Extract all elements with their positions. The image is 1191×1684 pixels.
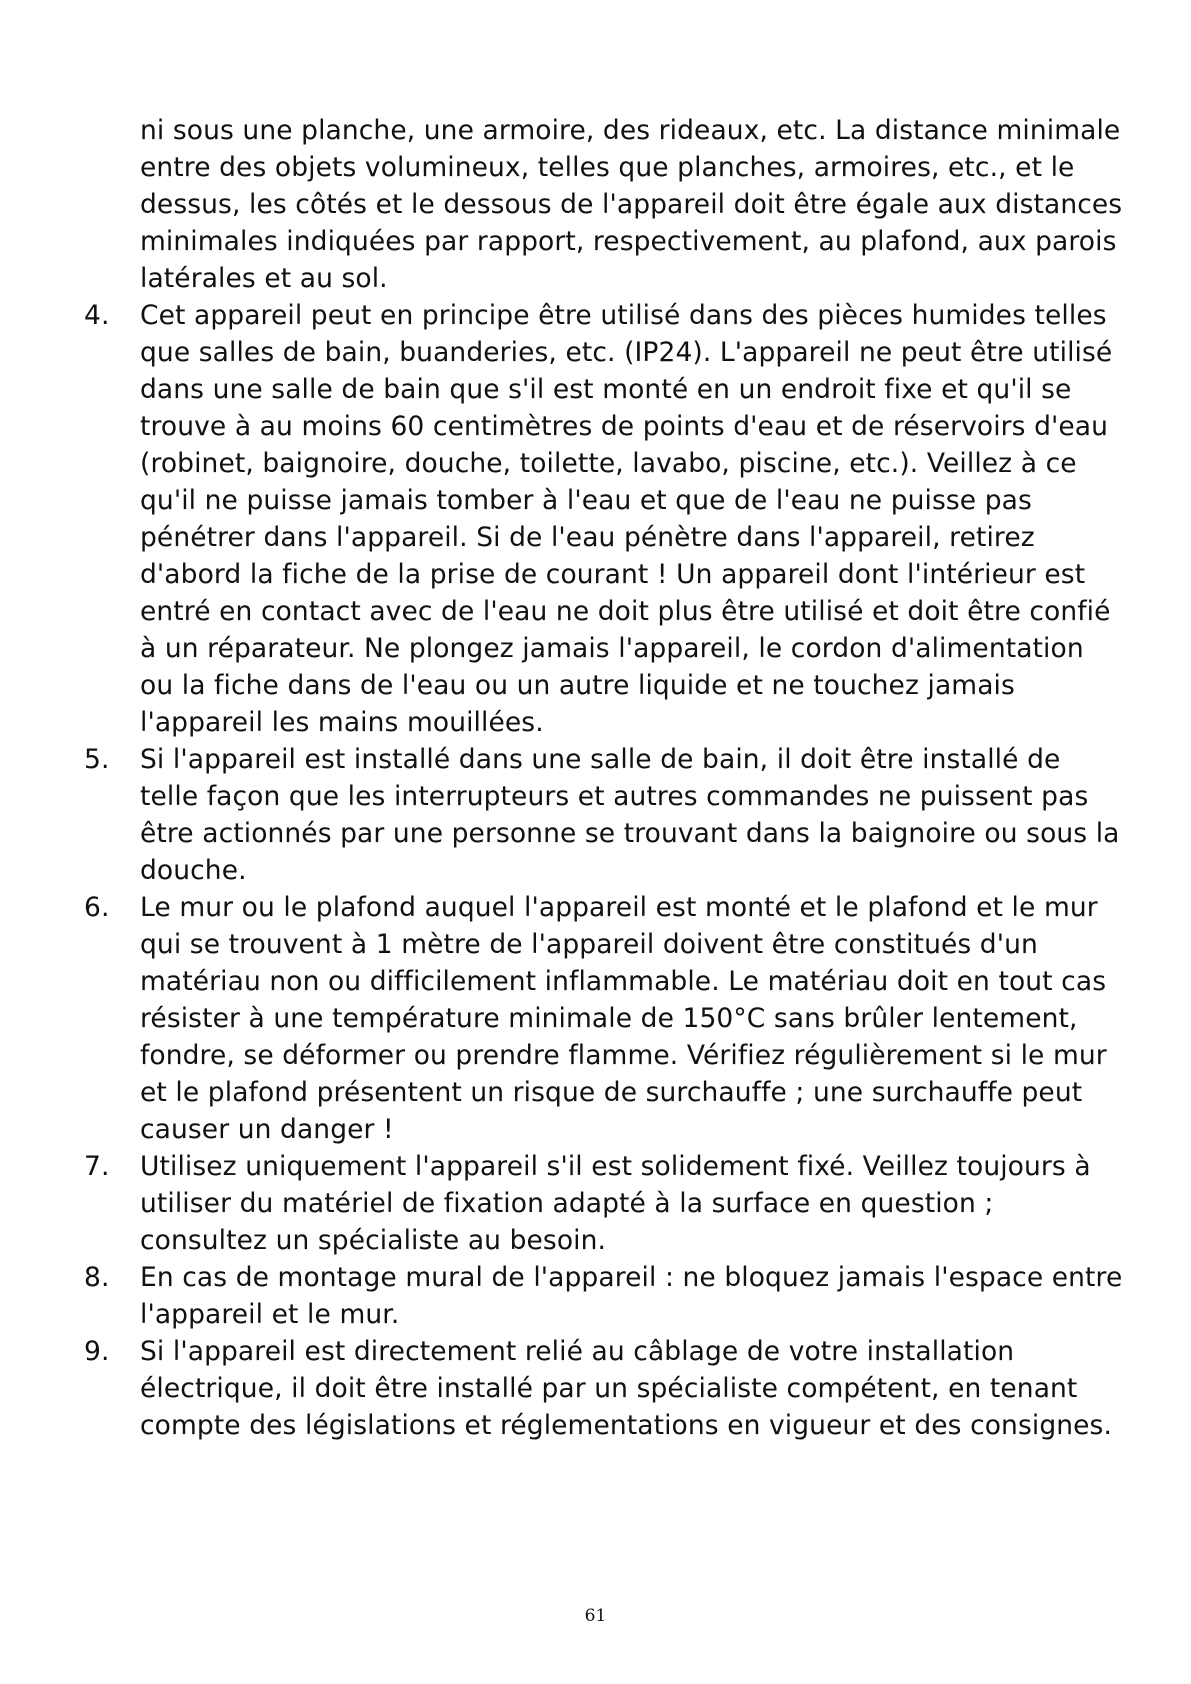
document-body: [84, 112, 1124, 1444]
list-item-6: [84, 889, 1124, 1148]
list-item-number: 9.: [84, 1336, 110, 1367]
list-item-text: Utilisez uniquement l'appareil s'il est solidement fixé. Veillez toujours à utiliser du matériel de fixation adapté à la surface en question ; consultez un spécialiste au besoin.: [140, 1151, 1091, 1256]
list-item-number: 5.: [84, 744, 110, 775]
list-item-text: Le mur ou le plafond auquel l'appareil est monté et le plafond et le mur qui se trouvent à 1 mètre de l'appareil doivent être constitués d'un matériau non ou difficilement inflammable. Le matériau doit en tout cas résister à une température minimale de 150°C sans brûler lentement, fondre, se déformer ou prendre flamme. Vérifiez régulièrement si le mur et le plafond présentent un risque de surchauffe ; une surchauffe peut causer un danger !: [140, 892, 1107, 1145]
list-item-text: Cet appareil peut en principe être utilisé dans des pièces humides telles que salles de bain, buanderies, etc. (IP24). L'appareil ne peut être utilisé dans une salle de bain que s'il est monté en un endroit fixe et qu'il se trouve à au moins 60 centimètres de points d'eau et de réservoirs d'eau (robinet, baignoire, douche, toilette, lavabo, piscine, etc.). Veillez à ce qu'il ne puisse jamais tomber à l'eau et que de l'eau ne puisse pas pénétrer dans l'appareil. Si de l'eau pénètre dans l'appareil, retirez d'abord la fiche de la prise de courant ! Un appareil dont l'intérieur est entré en contact avec de l'eau ne doit plus être utilisé et doit être confié à un réparateur. Ne plongez jamais l'appareil, le cordon d'alimentation ou la fiche dans de l'eau ou un autre liquide et ne touchez jamais l'appareil les mains mouillées.: [140, 300, 1113, 738]
list-item-number: 8.: [84, 1262, 110, 1293]
list-item-text: Si l'appareil est installé dans une salle de bain, il doit être installé de telle façon que les interrupteurs et autres commandes ne puissent pas être actionnés par une personne se trouvant dans la baignoire ou sous la douche.: [140, 744, 1120, 886]
list-item-5: [84, 741, 1124, 889]
list-item-number: 4.: [84, 300, 110, 331]
page-number: 61: [584, 1606, 607, 1626]
list-item-7: [84, 1148, 1124, 1259]
list-item-text: Si l'appareil est directement relié au câblage de votre installation électrique, il doit être installé par un spécialiste compétent, en tenant compte des législations et réglementations en vigueur et des consignes.: [140, 1336, 1112, 1441]
continued-paragraph: ni sous une planche, une armoire, des rideaux, etc. La distance minimale entre des objets volumineux, telles que planches, armoires, etc., et le dessus, les côtés et le dessous de l'appareil doit être égale aux distances minimales indiquées par rapport, respectivement, au plafond, aux parois latérales et au sol.: [140, 115, 1123, 294]
list-item-number: 6.: [84, 892, 110, 923]
list-item-8: [84, 1259, 1124, 1333]
list-item-number: 7.: [84, 1151, 110, 1182]
list-item-9: [84, 1333, 1124, 1444]
list-item-4: [84, 297, 1124, 741]
list-item-text: En cas de montage mural de l'appareil : ne bloquez jamais l'espace entre l'appareil et le mur.: [140, 1262, 1123, 1330]
safety-instructions-list: [84, 297, 1124, 1444]
